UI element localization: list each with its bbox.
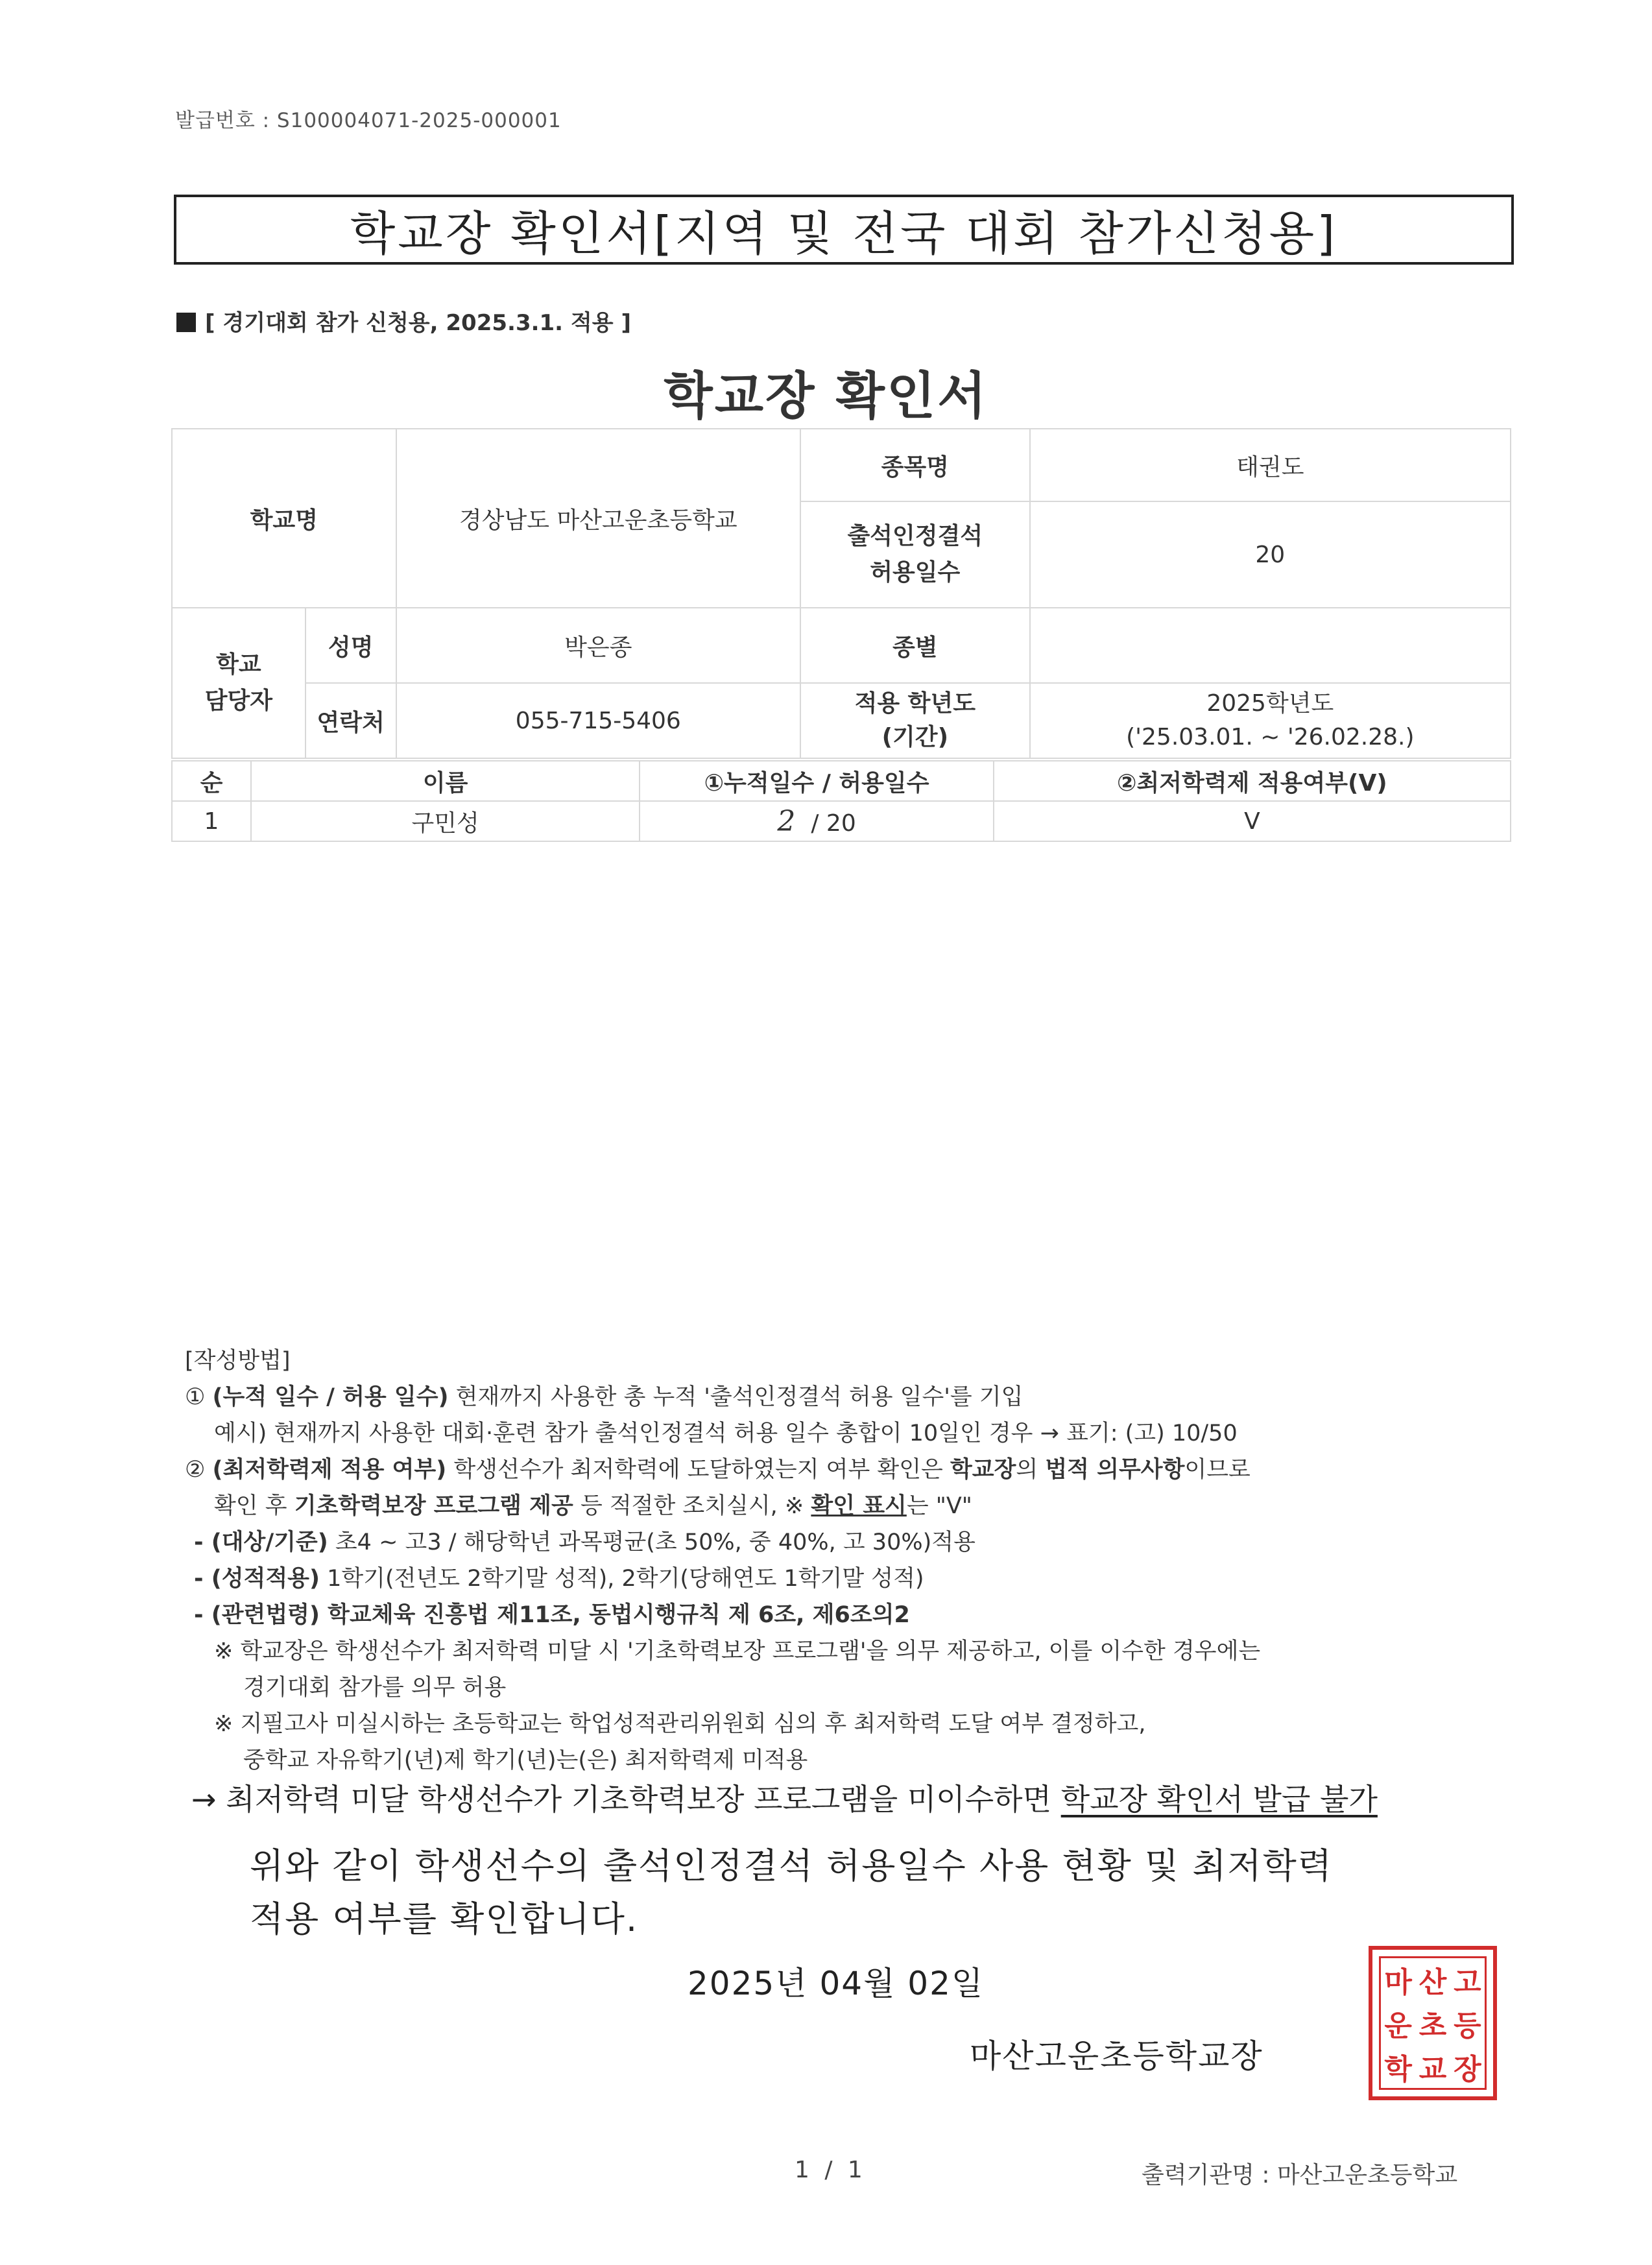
- event-value: 태권도: [1030, 429, 1511, 501]
- student-list-table: [171, 760, 1511, 842]
- method-title: [작성방법]: [185, 1348, 291, 1374]
- writing-method: [185, 1343, 1260, 1779]
- issue-date: 2025년 04월 02일: [688, 1965, 985, 2002]
- contact-value: 055-715-5406: [396, 683, 800, 758]
- confirmation-title: 학교장 확인서: [664, 367, 988, 425]
- method-line-3: ② (최저학력제 적용 여부) 학생선수가 최저학력에 도달하였는지 여부 확인은 학교장의 법적 의무사항이므로: [185, 1457, 1251, 1483]
- method-line-1: ① (누적 일수 / 허용 일수) 현재까지 사용한 총 누적 '출석인정결석 허용 일수'를 기입: [185, 1384, 1024, 1410]
- method-line-11: 중학교 자유학기(년)제 학기(년)는(은) 최저학력제 미적용: [243, 1747, 808, 1773]
- manager-label: 학교 담당자: [172, 608, 305, 758]
- type-value: [1030, 608, 1511, 683]
- application-subtitle: [176, 305, 631, 337]
- name-label: 성명: [305, 608, 396, 683]
- document-title: 학교장 확인서[지역 및 전국 대회 참가신청용]: [350, 206, 1338, 261]
- method-line-2: 예시) 현재까지 사용한 대회·훈련 참가 출석인정결석 허용 일수 총합이 10일인 경우 → 표기: (고) 10/50: [214, 1420, 1238, 1446]
- type-label: 종별: [800, 608, 1030, 683]
- confirmation-statement: 위와 같이 학생선수의 출석인정결석 허용일수 사용 현황 및 최저학력 적용 여부를 확인합니다.: [250, 1845, 1333, 1939]
- issuance-warning: → 최저학력 미달 학생선수가 기초학력보장 프로그램을 미이수하면 학교장 확인서 발급 불가: [191, 1782, 1378, 1817]
- school-value: 경상남도 마산고운초등학교: [396, 429, 800, 608]
- document-title-box: [174, 195, 1514, 265]
- table-row: [172, 801, 1511, 841]
- header-min-academic: ②최저학력제 적용여부(V): [994, 761, 1511, 801]
- school-year-label: 적용 학년도 (기간): [800, 683, 1030, 758]
- row-allowed-days: / 20: [811, 809, 856, 837]
- school-year-value: 2025학년도 ('25.03.01. ~ '26.02.28.): [1030, 683, 1511, 758]
- method-line-6: - (성적적용) 1학기(전년도 2학기말 성적), 2학기(당해연도 1학기말 성적): [194, 1566, 924, 1592]
- signer-name: 마산고운초등학교장: [970, 2037, 1263, 2075]
- absence-allowance-label: 출석인정결석 허용일수: [800, 501, 1030, 608]
- row-used-days: 2: [777, 804, 796, 838]
- method-line-9: 경기대회 참가를 의무 허용: [243, 1675, 507, 1701]
- contact-label: 연락처: [305, 683, 396, 758]
- row-no: 1: [172, 801, 251, 841]
- method-line-8: ※ 학교장은 학생선수가 최저학력 미달 시 '기초학력보장 프로그램'을 의무 제공하고, 이를 이수한 경우에는: [214, 1638, 1261, 1664]
- method-line-4: 확인 후 기초학력보장 프로그램 제공 등 적절한 조치실시, ※ 확인 표시는 "V": [214, 1493, 972, 1519]
- row-name: 구민성: [251, 801, 640, 841]
- seal-characters: 마 산 고 운 초 등 학 교 장: [1379, 1956, 1487, 2090]
- row-days: [640, 801, 993, 841]
- method-line-7: - (관련법령) 학교체육 진흥법 제11조, 동법시행규칙 제 6조, 제6조의2: [194, 1602, 910, 1628]
- method-line-10: ※ 지필고사 미실시하는 초등학교는 학업성적관리위원회 심의 후 최저학력 도달 여부 결정하고,: [214, 1711, 1146, 1737]
- row-check: V: [994, 801, 1511, 841]
- absence-allowance-value: 20: [1030, 501, 1511, 608]
- square-bullet-icon: [176, 313, 196, 332]
- event-label: 종목명: [800, 429, 1030, 501]
- list-header-row: [172, 761, 1511, 801]
- subtitle-text: [ 경기대회 참가 신청용, 2025.3.1. 적용 ]: [205, 310, 631, 336]
- info-table: [171, 428, 1511, 759]
- header-no: 순: [172, 761, 251, 801]
- page-number: 1 / 1: [795, 2157, 867, 2183]
- header-days: ①누적일수 / 허용일수: [640, 761, 993, 801]
- header-name: 이름: [251, 761, 640, 801]
- official-seal: [1369, 1946, 1497, 2100]
- issue-number: 발급번호 : S100004071-2025-000001: [175, 109, 562, 132]
- method-line-5: - (대상/기준) 초4 ~ 고3 / 해당학년 과목평균(초 50%, 중 40%, 고 30%)적용: [194, 1529, 976, 1555]
- issuing-institution: 출력기관명 : 마산고운초등학교: [1142, 2162, 1458, 2188]
- school-label: 학교명: [172, 429, 396, 608]
- name-value: 박은종: [396, 608, 800, 683]
